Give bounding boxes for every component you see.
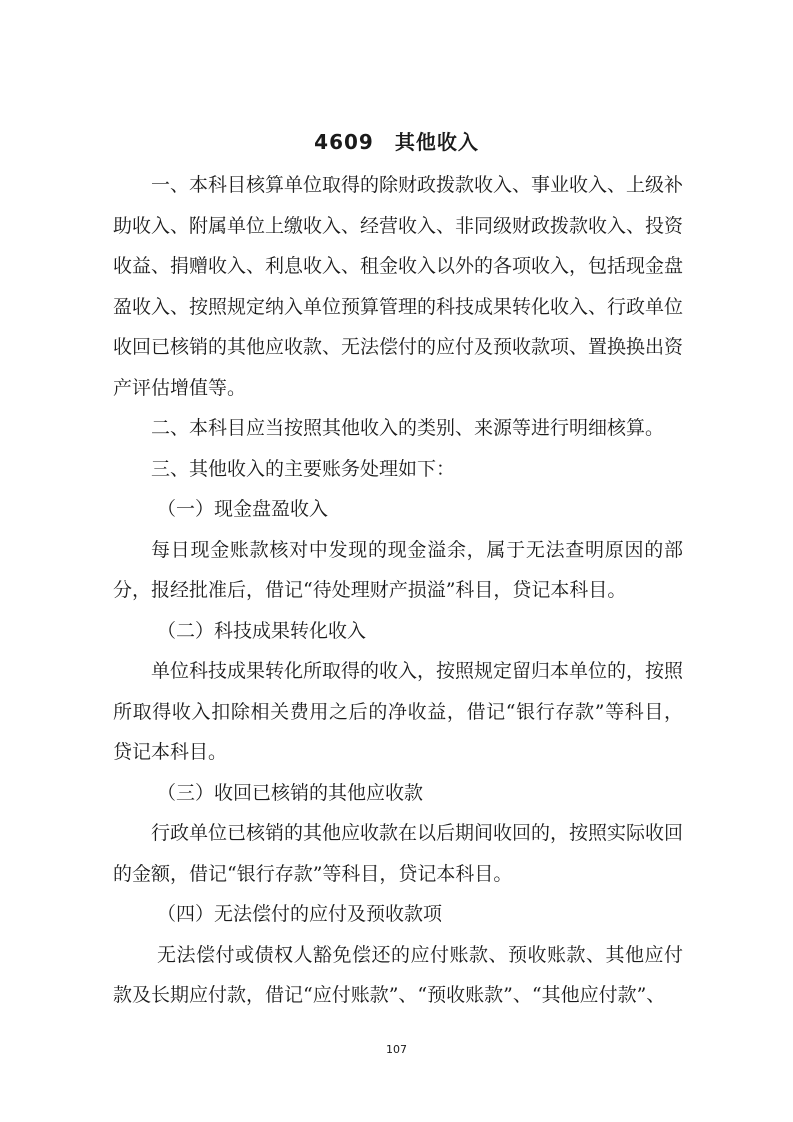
paragraph-tech-transfer: 单位科技成果转化所取得的收入，按照规定留归本单位的，按照所取得收入扣除相关费用之后的净收益，借记“银行存款”等科目，贷记本科目。 [113, 660, 684, 763]
subheading-cash-surplus: （一）现金盘盈收入 [157, 498, 329, 520]
document-body [113, 165, 683, 1016]
paragraph-main-entries: 三、其他收入的主要账务处理如下： [151, 457, 456, 480]
paragraph-cash-surplus: 每日现金账款核对中发现的现金溢余，属于无法查明原因的部分，报经批准后，借记“待处理财产损溢”科目，贷记本科目。 [113, 538, 683, 601]
paragraph-recovered-receivables: 行政单位已核销的其他应收款在以后期间收回的，按照实际收回的金额，借记“银行存款”等科目，贷记本科目。 [113, 822, 684, 885]
paragraph-unpayable-payables: 无法偿付或债权人豁免偿还的应付账款、预收账款、其他应付款及长期应付款，借记“应付账款”、“预收账款”、“其他应付款”、 [113, 943, 683, 1006]
page-number: 107 [386, 1043, 407, 1056]
paragraph-scope: 一、本科目核算单位取得的除财政拨款收入、事业收入、上级补助收入、附属单位上缴收入、经营收入、非同级财政拨款收入、投资收益、捐赠收入、利息收入、租金收入以外的各项收入，包括现金盘盈收入、按照规定纳入单位预算管理的科技成果转化收入、行政单位收回已核销的其他应收款、无法偿付的应付及预收款项、置换换出资产评估增值等。 [113, 174, 684, 399]
paragraph-detail-accounting: 二、本科目应当按照其他收入的类别、来源等进行明细核算。 [151, 417, 665, 439]
subheading-unpayable-payables: （四）无法偿付的应付及预收款项 [157, 903, 443, 925]
section-title: 4609 其他收入 [314, 130, 479, 154]
subheading-recovered-receivables: （三）收回已核销的其他应收款 [157, 781, 424, 804]
subheading-tech-transfer: （二）科技成果转化收入 [157, 619, 367, 642]
